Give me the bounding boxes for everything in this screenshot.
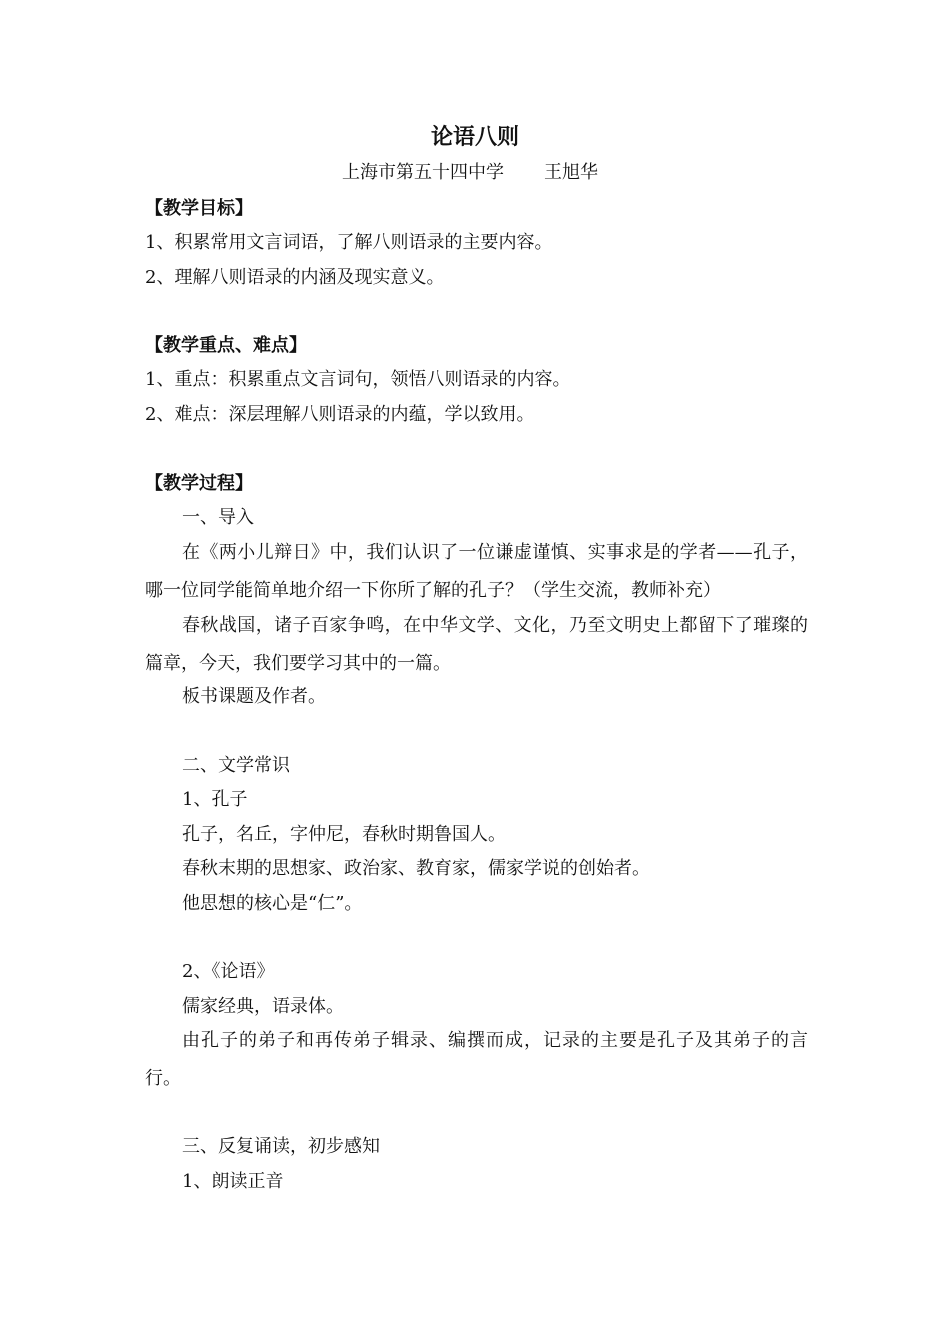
intro-paragraph-1: 在《两小儿辩日》中，我们认识了一位谦虚谨慎、实事求是的学者——孔子，哪一位同学能简单地介绍一下你所了解的孔子？（学生交流，教师补充） (145, 542, 808, 601)
author-line (342, 161, 598, 185)
confucius-line-3: 他思想的核心是“仁”。 (182, 893, 363, 914)
confucius-line-2: 春秋末期的思想家、政治家、教育家，儒家学说的创始者。 (182, 858, 650, 879)
intro-paragraph-3: 板书课题及作者。 (182, 686, 326, 707)
confucius-title: 1、孔子 (182, 789, 248, 810)
key-point-2: 2、难点：深层理解八则语录的内蕴，学以致用。 (145, 404, 535, 425)
goal-item-2: 2、理解八则语录的内涵及现实意义。 (145, 267, 445, 288)
literature-title: 二、文学常识 (182, 755, 290, 776)
analects-line-1: 儒家经典，语录体。 (182, 996, 344, 1017)
document-title: 论语八则 (430, 125, 519, 150)
goal-item-1: 1、积累常用文言词语，了解八则语录的主要内容。 (145, 232, 553, 253)
intro-title: 一、导入 (182, 507, 254, 528)
key-point-1: 1、重点：积累重点文言词句，领悟八则语录的内容。 (145, 369, 571, 390)
author-name: 王旭华 (544, 162, 598, 183)
reading-sub-1: 1、朗读正音 (182, 1171, 284, 1192)
process-heading: 【教学过程】 (145, 473, 253, 494)
reading-title: 三、反复诵读，初步感知 (182, 1136, 380, 1157)
school-name: 上海市第五十四中学 (342, 162, 504, 183)
confucius-line-1: 孔子，名丘，字仲尼，春秋时期鲁国人。 (182, 824, 506, 845)
key-points-heading: 【教学重点、难点】 (145, 335, 307, 356)
analects-title: 2、《论语》 (182, 961, 275, 982)
analects-line-2: 由孔子的弟子和再传弟子辑录、编撰而成，记录的主要是孔子及其弟子的言行。 (145, 1030, 808, 1089)
intro-paragraph-2: 春秋战国，诸子百家争鸣，在中华文学、文化，乃至文明史上都留下了璀璨的篇章，今天，我们要学习其中的一篇。 (145, 615, 808, 674)
goals-heading: 【教学目标】 (145, 198, 253, 219)
